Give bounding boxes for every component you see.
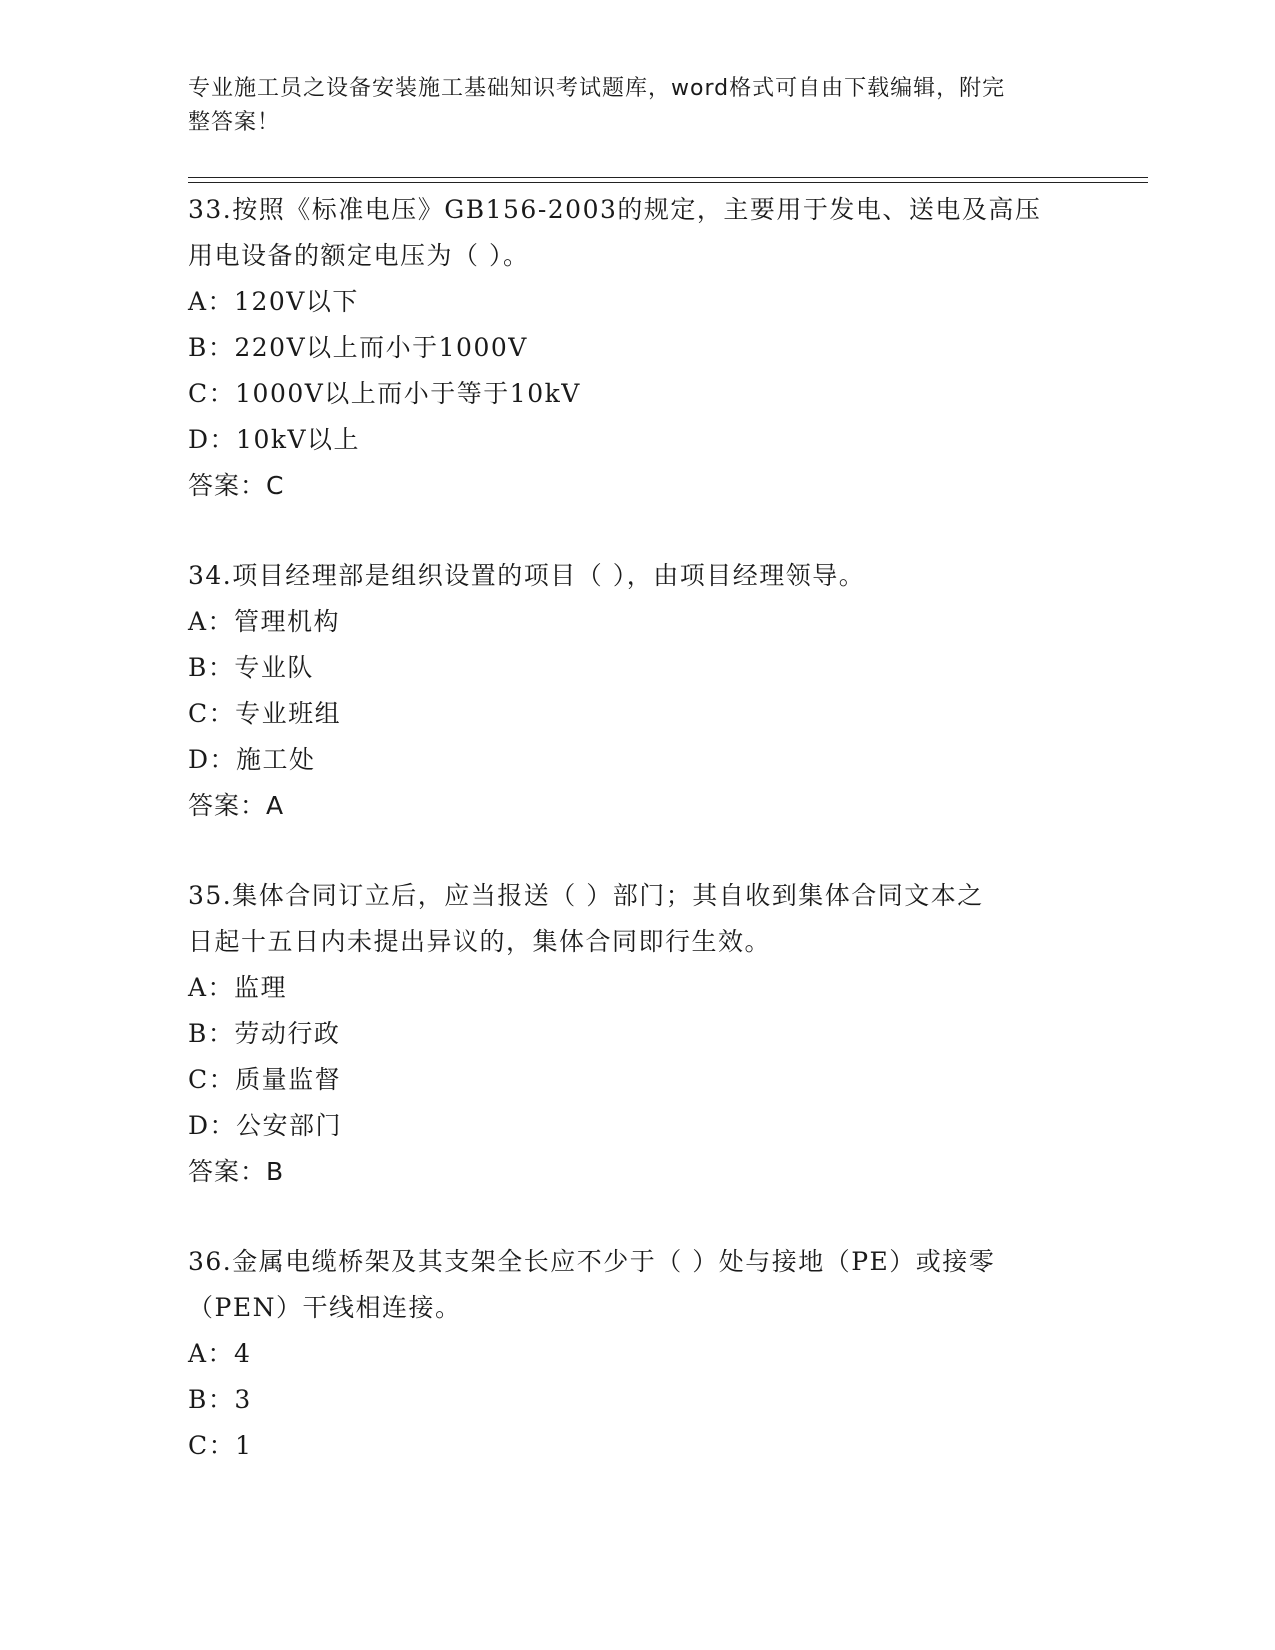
option-item: B：劳动行政 <box>188 1019 341 1048</box>
option-item: B：3 <box>188 1385 252 1414</box>
header-divider-bottom <box>188 182 1148 183</box>
option-item: A：监理 <box>188 973 288 1002</box>
question-list <box>188 187 1088 1469</box>
option-item: C：1 <box>188 1431 253 1460</box>
header-divider-top <box>188 177 1148 178</box>
option-item: A：4 <box>188 1339 252 1368</box>
question-text-line: 36.金属电缆桥架及其支架全长应不少于（ ）处与接地（PE）或接零 <box>188 1247 996 1276</box>
question-block <box>188 873 1088 1195</box>
question-text-line: 用电设备的额定电压为（ ）。 <box>188 241 530 270</box>
document-header <box>188 72 1068 140</box>
header-line-2: 整答案！ <box>188 110 281 135</box>
option-item: D：10kV以上 <box>188 425 361 454</box>
option-item: D：施工处 <box>188 745 316 774</box>
question-text-line: 34.项目经理部是组织设置的项目（ ），由项目经理领导。 <box>188 561 866 590</box>
option-item: A：120V以下 <box>188 287 359 316</box>
answer-line: 答案：C <box>188 471 285 500</box>
question-block <box>188 187 1088 509</box>
option-item: C：质量监督 <box>188 1065 342 1094</box>
question-text-line: 35.集体合同订立后，应当报送（ ）部门；其自收到集体合同文本之 <box>188 881 984 910</box>
question-block <box>188 553 1088 829</box>
header-line-1: 专业施工员之设备安装施工基础知识考试题库，word格式可自由下载编辑，附完 <box>188 76 1006 101</box>
option-item: B：专业队 <box>188 653 314 682</box>
option-item: B：220V以上而小于1000V <box>188 333 528 362</box>
question-block <box>188 1239 1088 1469</box>
option-item: C：专业班组 <box>188 699 342 728</box>
question-text-line: （PEN）干线相连接。 <box>188 1293 462 1322</box>
option-item: D：公安部门 <box>188 1111 343 1140</box>
option-item: A：管理机构 <box>188 607 341 636</box>
question-text-line: 33.按照《标准电压》GB156-2003的规定，主要用于发电、送电及高压 <box>188 195 1042 224</box>
answer-line: 答案：A <box>188 791 285 820</box>
question-text-line: 日起十五日内未提出异议的，集体合同即行生效。 <box>188 927 772 956</box>
option-item: C：1000V以上而小于等于10kV <box>188 379 581 408</box>
answer-line: 答案：B <box>188 1157 285 1186</box>
